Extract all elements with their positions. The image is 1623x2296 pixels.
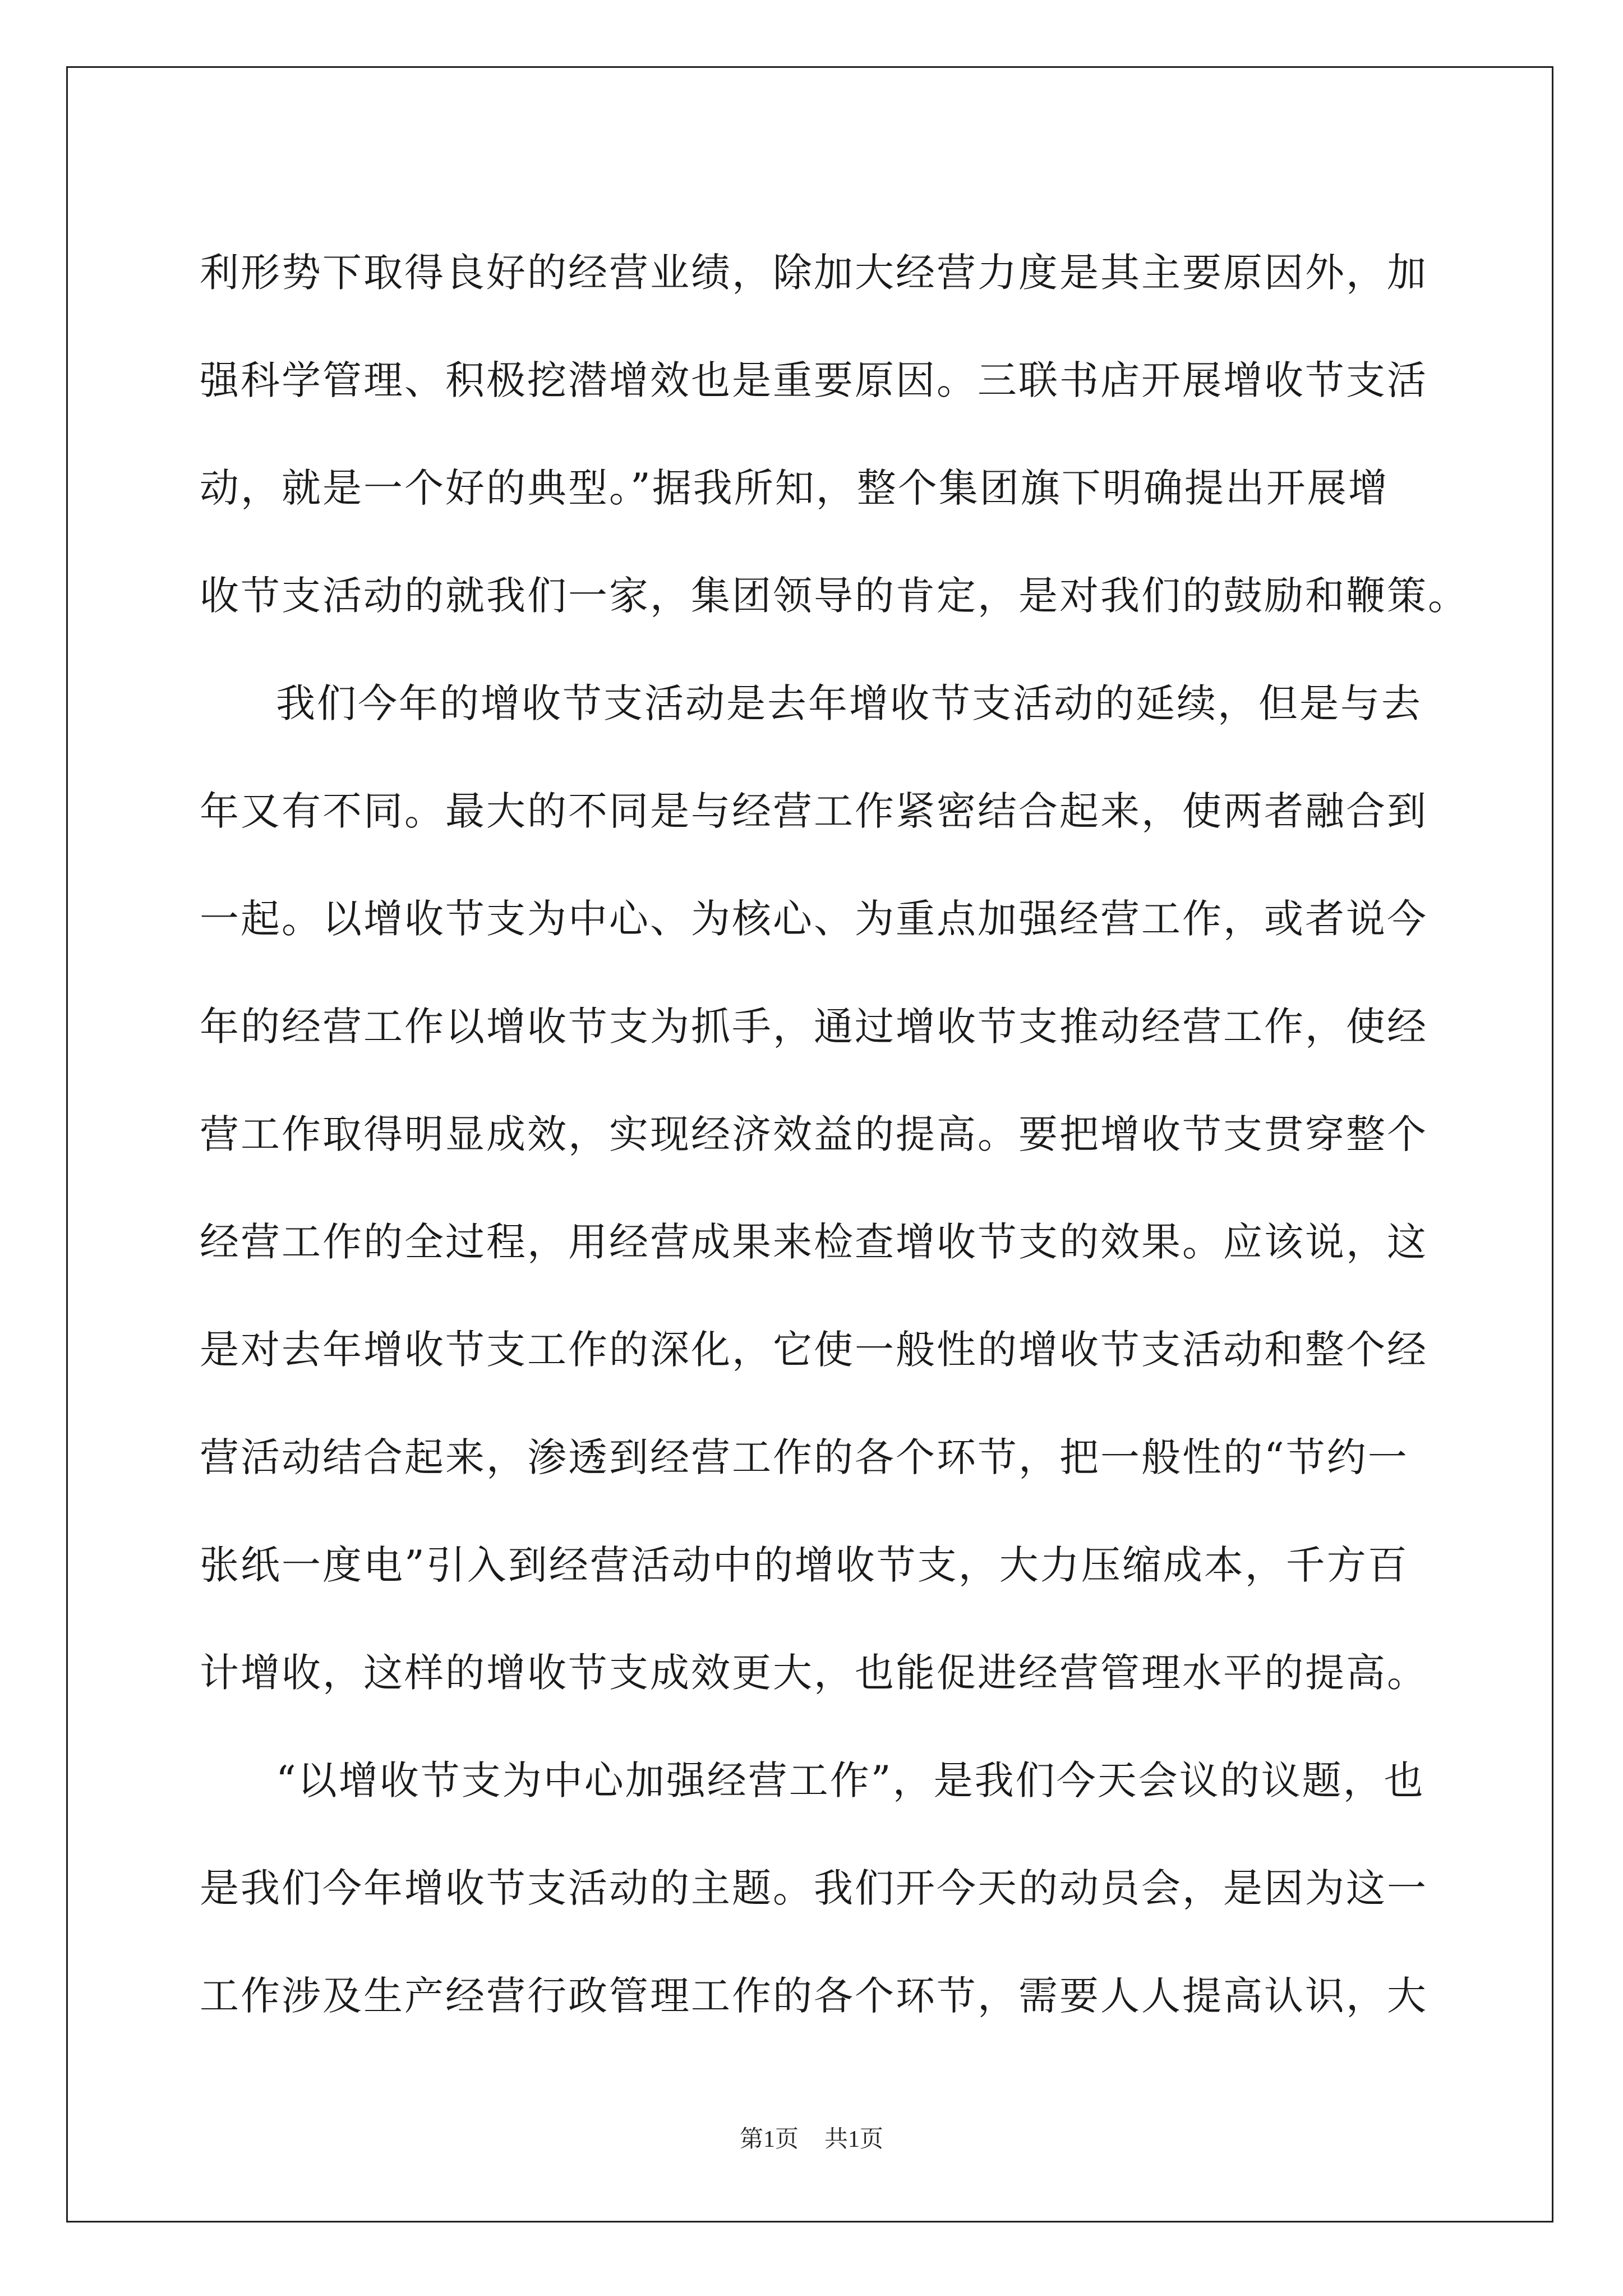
text-line-13: 张纸一度电”引入到经营活动中的增收节支，大力压缩成本，千方百 [200,1542,1409,1588]
text-line-14: 计增收，这样的增收节支成效更大，也能促进经营管理水平的提高。 [200,1649,1428,1696]
page-number: 第1页 [739,2127,799,2152]
text-line-10: 经营工作的全过程，用经营成果来检查增收节支的效果。应该说，这 [200,1218,1428,1265]
page-footer [0,2120,1623,2154]
text-line-4: 收节支活动的就我们一家，集团领导的肯定，是对我们的鼓励和鞭策。 [200,572,1469,619]
page-total: 共1页 [824,2127,884,2152]
text-line-3: 动，就是一个好的典型。”据我所知，整个集团旗下明确提出开展增 [200,464,1389,511]
text-line-11: 是对去年增收节支工作的深化，它使一般性的增收节支活动和整个经 [200,1326,1428,1373]
text-line-6: 年又有不同。最大的不同是与经营工作紧密结合起来，使两者融合到 [200,788,1428,834]
text-line-16: 是我们今年增收节支活动的主题。我们开今天的动员会，是因为这一 [200,1865,1428,1911]
text-line-17: 工作涉及生产经营行政管理工作的各个环节，需要人人提高认识，大 [200,1972,1428,2019]
text-line-1: 利形势下取得良好的经营业绩，除加大经营力度是其主要原因外，加 [200,249,1428,296]
text-line-8: 年的经营工作以增收节支为抓手，通过增收节支推动经营工作，使经 [200,1003,1428,1050]
text-line-12: 营活动结合起来，渗透到经营工作的各个环节，把一般性的“节约一 [200,1434,1409,1480]
text-line-7: 一起。以增收节支为中心、为核心、为重点加强经营工作，或者说今 [200,895,1428,942]
paragraph-start-line: “以增收节支为中心加强经营工作”，是我们今天会议的议题，也 [276,1757,1425,1803]
document-body [200,215,1469,2046]
text-line-9: 营工作取得明显成效，实现经济效益的提高。要把增收节支贯穿整个 [200,1111,1428,1157]
text-line-2: 强科学管理、积极挖潜增效也是重要原因。三联书店开展增收节支活 [200,357,1428,403]
paragraph-start-line: 我们今年的增收节支活动是去年增收节支活动的延续，但是与去 [276,680,1422,726]
